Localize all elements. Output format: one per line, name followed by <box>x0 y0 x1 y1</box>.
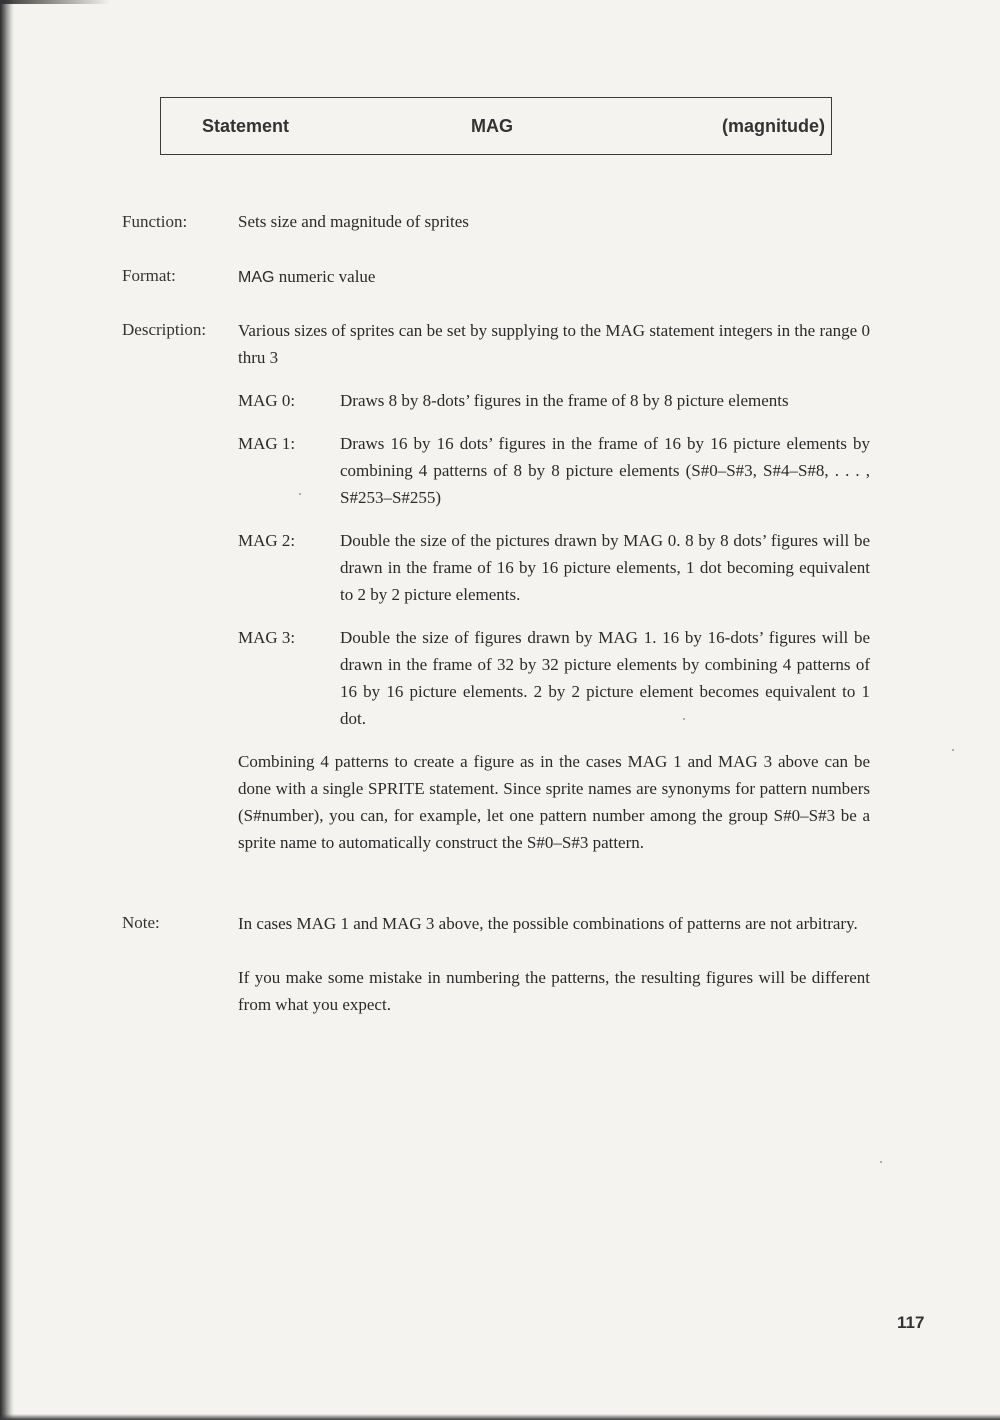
mag-0-text: Draws 8 by 8-dots’ figures in the frame of 8 by 8 picture elements <box>340 391 789 410</box>
note-paragraph-2: If you make some mistake in numbering the patterns, the resulting figures will be different from what you expect. <box>238 968 870 1014</box>
binding-shadow <box>0 0 14 1420</box>
page-number: 117 <box>897 1313 925 1332</box>
function-text: Sets size and magnitude of sprites <box>238 212 469 231</box>
mag-1-text: Draws 16 by 16 dots’ figures in the frame of 16 by 16 picture elements by combining 4 patterns of 8 by 8 picture elements (S#0–S#3, S#4–S#8, . . . , S#253–S#255) <box>340 434 870 507</box>
format-keyword: MAG <box>238 269 275 286</box>
scan-speck <box>952 749 954 751</box>
mag-3-label: MAG 3: <box>238 628 296 647</box>
header-meaning: (magnitude) <box>722 116 825 136</box>
mag-3-text: Double the size of figures drawn by MAG 1. 16 by 16-dots’ figures will be drawn in the frame of 32 by 32 picture elements by combining 4 patterns of 16 by 16 picture elements. 2 by 2 picture element becomes equivalent to 1 dot. <box>340 628 870 728</box>
format-value: numeric value <box>278 267 376 286</box>
function-label: Function: <box>122 212 188 231</box>
header-category: Statement <box>202 116 290 136</box>
header-keyword: MAG <box>471 116 513 136</box>
format-text <box>238 263 870 291</box>
mag-1-label: MAG 1: <box>238 434 296 453</box>
note-label: Note: <box>122 913 160 932</box>
scan-speck <box>683 718 685 720</box>
scan-speck <box>299 493 301 495</box>
page-bottom-shadow <box>0 1414 1000 1420</box>
statement-header-box <box>160 97 832 155</box>
note-paragraph-1: In cases MAG 1 and MAG 3 above, the possible combinations of patterns are not arbitrary. <box>238 914 858 933</box>
mag-0-label: MAG 0: <box>238 391 296 410</box>
page-edge-shadow <box>0 0 110 4</box>
description-intro: Various sizes of sprites can be set by supplying to the MAG statement integers in the range 0 thru 3 <box>238 321 870 367</box>
mag-2-label: MAG 2: <box>238 531 296 550</box>
combining-paragraph: Combining 4 patterns to create a figure as in the cases MAG 1 and MAG 3 above can be done with a single SPRITE statement. Since sprite names are synonyms for pattern numbers (S#number), you can, for example, let one pattern number among the group S#0–S#3 be a sprite name to automatically construct the S#0–S#3 pattern. <box>238 752 870 852</box>
description-label: Description: <box>122 320 207 339</box>
mag-2-text: Double the size of the pictures drawn by MAG 0. 8 by 8 dots’ figures will be drawn in the frame of 16 by 16 picture elements, 1 dot becoming equivalent to 2 by 2 picture elements. <box>340 531 870 604</box>
scan-speck <box>880 1161 882 1163</box>
format-label: Format: <box>122 266 176 285</box>
